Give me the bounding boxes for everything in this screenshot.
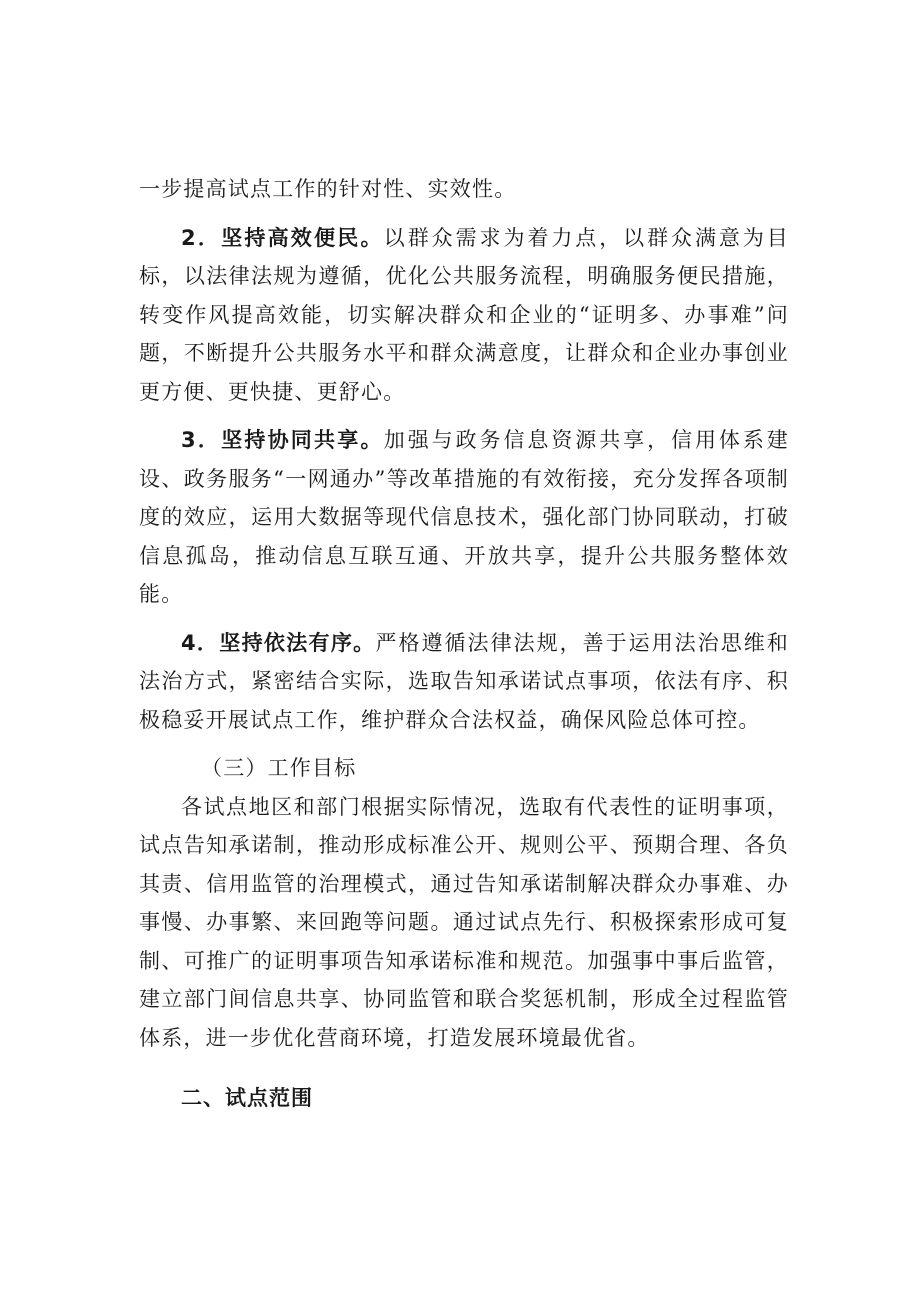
paragraph-lead-heading: 2．坚持高效便民。: [181, 225, 384, 250]
paragraph-text: 一步提高试点工作的针对性、实效性。: [139, 177, 517, 201]
subheading-work-goals: （三）工作目标: [201, 756, 357, 780]
section-title-pilot-scope: 二、试点范围: [181, 1086, 313, 1110]
paragraph-text: 严格遵循法律法规，善于运用法治思维和法治方式，紧密结合实际，选取告知承诺试点事项，依法有序、积极稳妥开展试点工作，维护群众合法权益，确保风险总体可控。: [139, 630, 789, 732]
paragraph-text: 各试点地区和部门根据实际情况，选取有代表性的证明事项，试点告知承诺制，推动形成标准公开、规则公平、预期合理、各负其责、信用监管的治理模式，通过告知承诺制解决群众办事难、办事慢、办事繁、来回跑等问题。通过试点先行、积极探索形成可复制、可推广的证明事项告知承诺标准和规范。加强事中事后监管，建立部门间信息共享、协同监管和联合奖惩机制，形成全过程监管体系，进一步优化营商环境，打造发展环境最优省。: [139, 794, 789, 1050]
paragraph-text: 以群众需求为着力点，以群众满意为目标，以法律法规为遵循，优化公共服务流程，明确服务便民措施，转变作风提高效能，切实解决群众和企业的“证明多、办事难”问题，不断提升公共服务水平和群众满意度，让群众和企业办事创业更方便、更快捷、更舒心。: [139, 225, 789, 404]
paragraph-collaborative-sharing: [139, 421, 789, 614]
paragraph-text: 加强与政务信息资源共享，信用体系建设、政务服务“一网通办”等改革措施的有效衔接，充分发挥各项制度的效应，运用大数据等现代信息技术，强化部门协同联动，打破信息孤岛，推动信息互联互通、开放共享，提升公共服务整体效能。: [139, 428, 789, 606]
paragraph-efficient-convenience: [139, 219, 789, 412]
paragraph-continuation: [139, 170, 789, 209]
paragraph-lead-heading: 4．坚持依法有序。: [181, 630, 376, 655]
paragraph-lawful-orderly: [139, 624, 789, 740]
paragraph-work-goals: [139, 788, 789, 1058]
document-page: [139, 170, 789, 1118]
paragraph-lead-heading: 3．坚持协同共享。: [181, 428, 384, 452]
